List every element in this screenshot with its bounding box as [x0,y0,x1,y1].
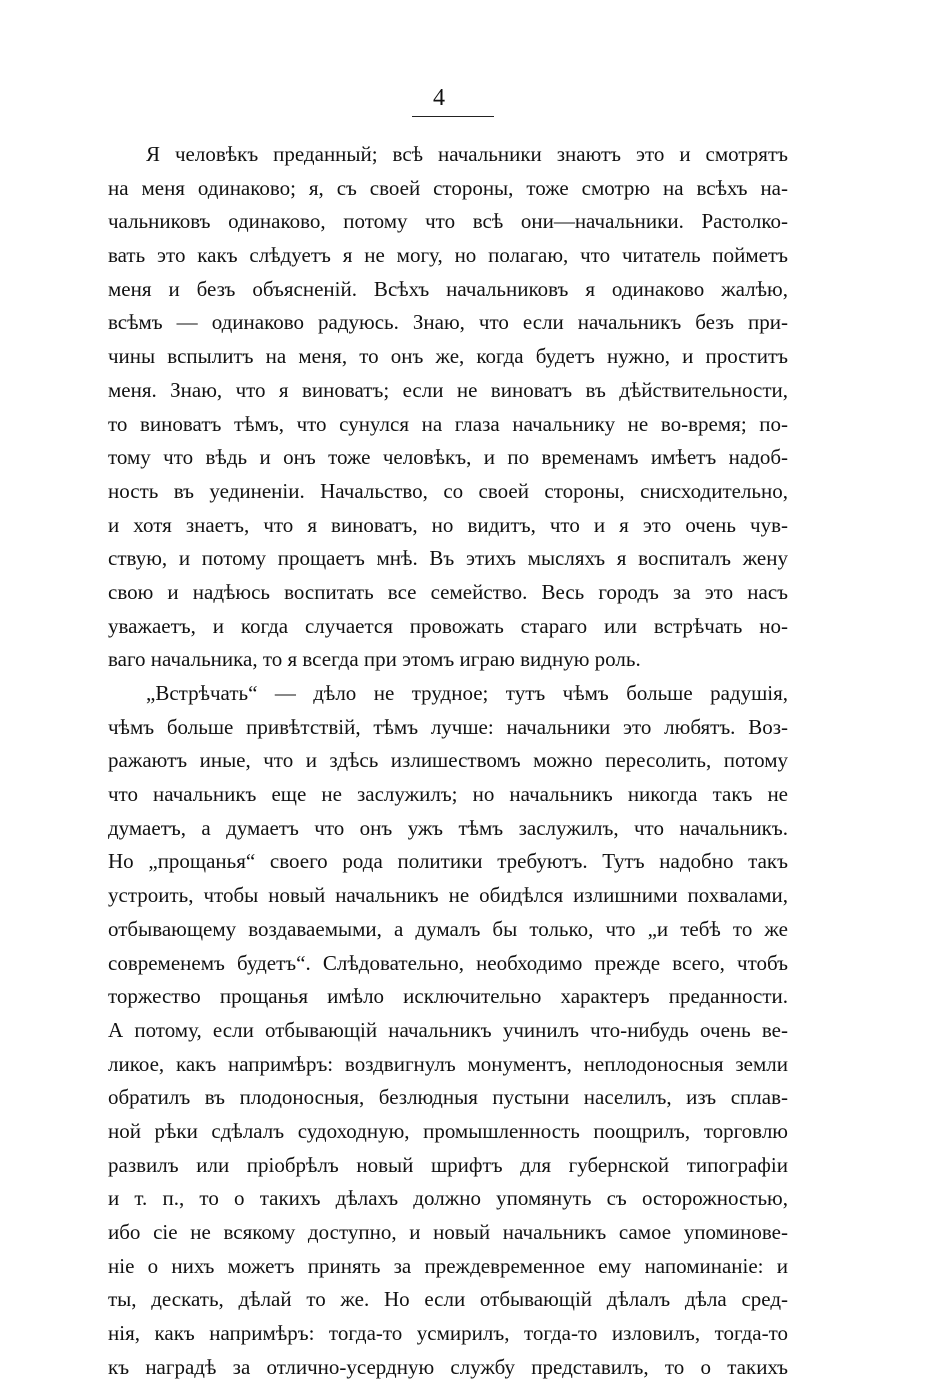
text-line: ражаютъ иные, что и здѣсь излишествомъ можно пересолить, потому [108,748,788,773]
text-line: современемъ будетъ“. Слѣдовательно, необходимо прежде всего, чтобъ [108,950,788,975]
text-line: ликое, какъ напримѣръ: воздвигнулъ монументъ, неплодоносныя земли [108,1051,788,1076]
text-line: что начальникъ еще не заслужилъ; но начальникъ никогда такъ не [108,782,788,807]
text-line: чальниковъ одинаково, потому что всѣ они—начальники. Растолко- [108,209,788,234]
text-line: всѣмъ — одинаково радуюсь. Знаю, что если начальникъ безъ при- [108,310,788,335]
text-line: уважаетъ, и когда случается провожать стараго или встрѣчать но- [108,613,788,638]
text-line: ты, дескать, дѣлай то же. Но если отбывающій дѣлалъ дѣла сред- [108,1287,788,1312]
text-line: „Встрѣчать“ — дѣло не трудное; тутъ чѣмъ больше радушія, [146,681,788,705]
text-line: то виноватъ тѣмъ, что сунулся на глаза начальнику не во-время; по- [108,411,788,436]
text-line: вать это какъ слѣдуетъ я не могу, но полагаю, что читатель пойметъ [108,243,788,268]
text-line: Но „прощанья“ своего рода политики требуютъ. Тутъ надобно такъ [108,849,788,874]
text-line: нія, какъ напримѣръ: тогда-то усмирилъ, тогда-то изловилъ, тогда-то [108,1321,788,1346]
text-line: ваго начальника, то я всегда при этомъ играю видную роль. [108,647,641,672]
text-line: ніе о нихъ можетъ принять за преждевременное ему напоминаніе: и [108,1253,788,1278]
text-line: ность въ уединеніи. Начальство, со своей стороны, снисходительно, [108,478,788,503]
page-number: 4 [433,85,445,111]
body-text [108,138,788,1384]
text-line: и т. п., то о такихъ дѣлахъ должно упомянуть съ осторожностью, [108,1186,788,1211]
text-line: ибо сіе не всякому доступно, и новый начальникъ самое упоминове- [108,1220,788,1244]
text-line: чѣмъ больше привѣтствій, тѣмъ лучше: начальники это любятъ. Воз- [108,714,788,739]
text-line: А потому, если отбывающій начальникъ учинилъ что-нибудь очень ве- [108,1017,788,1042]
text-line: меня. Знаю, что я виноватъ; если не виноватъ въ дѣйствительности, [108,377,788,402]
text-line: Я человѣкъ преданный; всѣ начальники знаютъ это и смотрятъ [146,142,788,166]
text-line: свою и надѣюсь воспитать все семейство. Весь городъ за это насъ [108,579,788,604]
text-line: чины вспылитъ на меня, то онъ же, когда будетъ нужно, и проститъ [108,344,788,369]
text-line: торжество прощанья имѣло исключительно характеръ преданности. [108,984,788,1009]
text-line: ной рѣки сдѣлалъ судоходную, промышленность поощрилъ, торговлю [108,1118,788,1143]
text-line: къ наградѣ за отлично-усердную службу представилъ, то о такихъ [108,1354,788,1379]
text-line: меня и безъ объясненій. Всѣхъ начальниковъ я одинаково жалѣю, [108,276,788,301]
text-line: думаетъ, а думаетъ что онъ ужъ тѣмъ заслужилъ, что начальникъ. [108,815,788,840]
text-line: отбывающему воздаваемыми, а думалъ бы только, что „и тебѣ то же [108,916,788,941]
text-line: тому что вѣдь и онъ тоже человѣкъ, и по временамъ имѣетъ надоб- [108,445,788,470]
text-line: устроить, чтобы новый начальникъ не обидѣлся излишними похвалами, [108,883,788,908]
text-line: обратилъ въ плодоносныя, безлюдныя пустыни населилъ, изъ сплав- [108,1085,788,1110]
text-line: развилъ или пріобрѣлъ новый шрифтъ для губернской типографіи [108,1152,788,1177]
text-line: на меня одинаково; я, съ своей стороны, тоже смотрю на всѣхъ на- [108,175,788,200]
header-rule [412,116,494,117]
text-line: и хотя знаетъ, что я виноватъ, но видитъ, что и я это очень чув- [108,512,788,537]
text-line: ствую, и потому прощаетъ мнѣ. Въ этихъ мысляхъ я воспиталъ жену [108,546,788,571]
